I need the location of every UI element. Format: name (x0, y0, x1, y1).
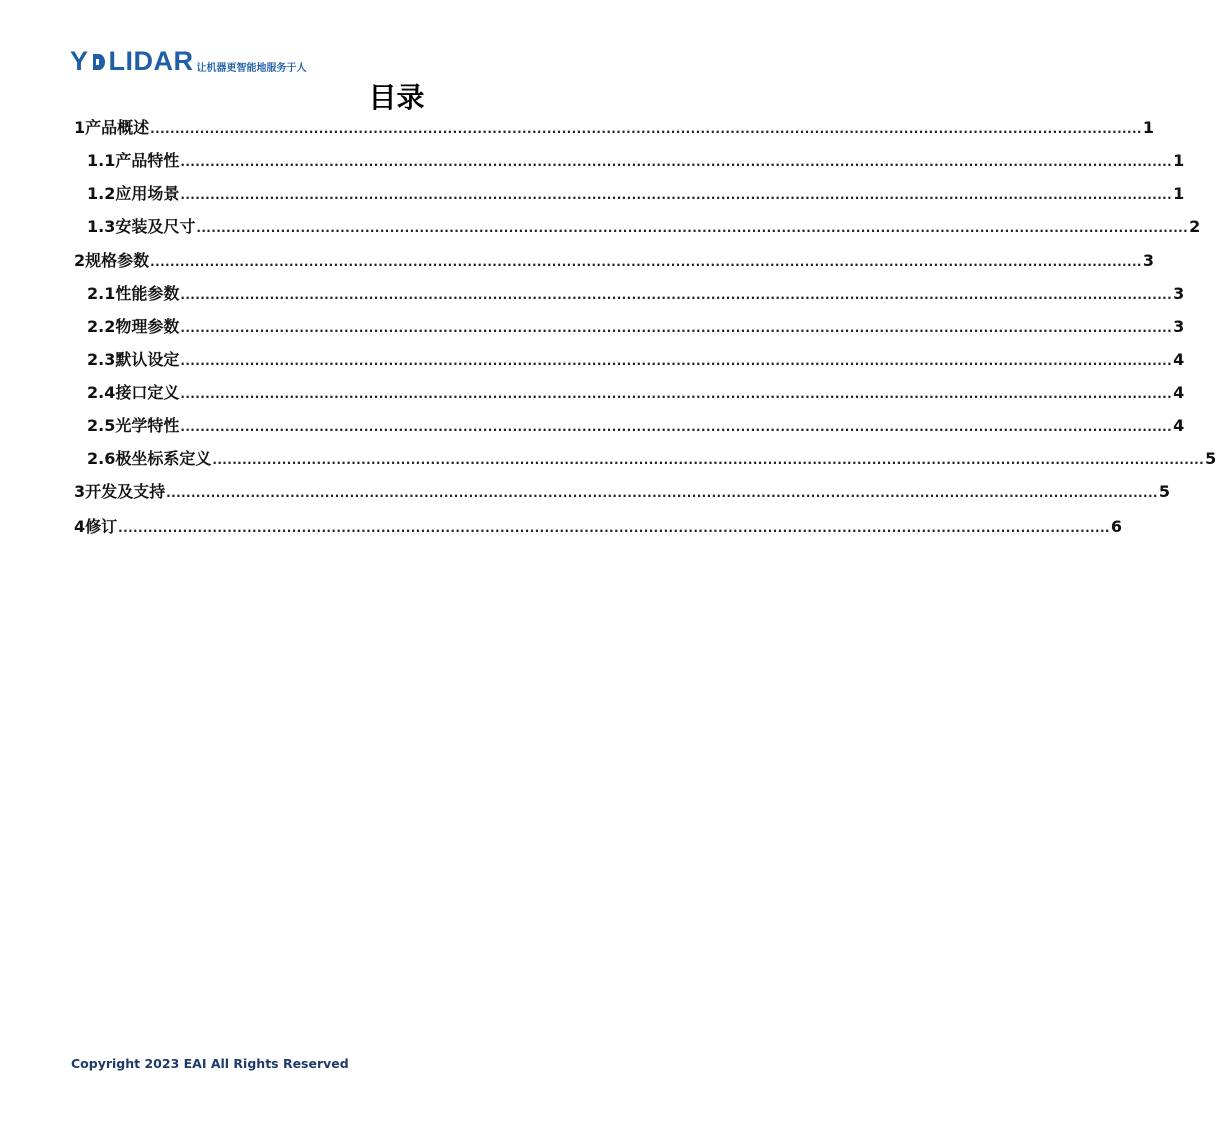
logo-o-icon (91, 52, 107, 72)
toc-entry[interactable] (74, 117, 1155, 139)
toc-entry-label: 应用场景 (115, 184, 180, 203)
toc-entry[interactable] (87, 448, 1216, 470)
toc-entry[interactable] (87, 150, 1185, 172)
toc-entry[interactable] (74, 516, 1123, 538)
toc-entry-label: 安装及尺寸 (115, 217, 196, 236)
toc-leader-dots: ........................................................................................................................................................................................................ (150, 122, 1142, 136)
company-logo (70, 46, 307, 76)
toc-entry-label: 规格参数 (85, 251, 150, 270)
toc-entry[interactable] (87, 415, 1185, 437)
toc-entry-page: 1 (1173, 184, 1185, 203)
toc-entry-number: 2 (74, 251, 86, 270)
toc-entry-number: 2.1 (87, 284, 116, 303)
toc-entry-page: 5 (1158, 482, 1171, 501)
toc-entry-number: 4 (74, 517, 86, 536)
toc-entry[interactable] (87, 316, 1185, 338)
toc-entry-number: 2.6 (87, 449, 116, 468)
logo-letters-lidar: LIDAR (108, 46, 194, 76)
toc-entry-label: 性能参数 (115, 284, 180, 303)
toc-entry-page: 6 (1110, 517, 1123, 536)
toc-title: 目录 (368, 81, 425, 114)
toc-entry[interactable] (87, 349, 1185, 371)
toc-entry-page: 4 (1173, 350, 1185, 369)
toc-entry-label: 接口定义 (115, 383, 180, 402)
toc-leader-dots: ........................................................................................................................................................................................................ (180, 420, 1173, 434)
toc-leader-dots: ........................................................................................................................................................................................................ (180, 387, 1173, 401)
toc-entry-label: 修订 (85, 517, 118, 536)
toc-leader-dots: ........................................................................................................................................................................................................ (180, 321, 1173, 335)
toc-entry-label: 物理参数 (115, 317, 180, 336)
toc-entry-page: 1 (1142, 118, 1155, 137)
toc-entry[interactable] (87, 183, 1185, 205)
toc-entry-page: 3 (1173, 317, 1185, 336)
toc-entry-number: 1.1 (87, 151, 116, 170)
toc-entry-page: 5 (1205, 449, 1216, 468)
toc-entry-number: 2.5 (87, 416, 116, 435)
toc-entry-number: 1.3 (87, 217, 116, 236)
toc-leader-dots: ........................................................................................................................................................................................................ (180, 155, 1173, 169)
toc-leader-dots: ........................................................................................................................................................................................................ (118, 521, 1110, 535)
logo-slogan: 让机器更智能地服务于人 (196, 62, 307, 74)
toc-entry-label: 产品概述 (85, 118, 150, 137)
toc-entry-page: 4 (1173, 383, 1185, 402)
toc-entry-label: 产品特性 (115, 151, 180, 170)
toc-entry-number: 3 (74, 482, 86, 501)
toc-entry-page: 4 (1173, 416, 1185, 435)
toc-leader-dots: ........................................................................................................................................................................................................ (212, 453, 1205, 467)
logo-mark (70, 46, 194, 76)
toc-entry-number: 1 (74, 118, 86, 137)
toc-entry[interactable] (74, 250, 1155, 272)
toc-entry-number: 2.3 (87, 350, 116, 369)
toc-entry-label: 默认设定 (115, 350, 180, 369)
toc-entry-label: 光学特性 (115, 416, 180, 435)
toc-leader-dots: ........................................................................................................................................................................................................ (180, 354, 1173, 368)
toc-entry-number: 1.2 (87, 184, 116, 203)
toc-entry-page: 2 (1189, 217, 1201, 236)
toc-leader-dots: ........................................................................................................................................................................................................ (196, 221, 1189, 235)
toc-leader-dots: ........................................................................................................................................................................................................ (166, 486, 1158, 500)
toc-entry-label: 开发及支持 (85, 482, 166, 501)
toc-entry[interactable] (87, 216, 1201, 238)
toc-leader-dots: ........................................................................................................................................................................................................ (180, 288, 1173, 302)
toc-entry-label: 极坐标系定义 (115, 449, 212, 468)
toc-entry-page: 3 (1173, 284, 1185, 303)
toc-leader-dots: ........................................................................................................................................................................................................ (180, 188, 1173, 202)
toc-entry-page: 1 (1173, 151, 1185, 170)
toc-entry-number: 2.4 (87, 383, 116, 402)
toc-leader-dots: ........................................................................................................................................................................................................ (150, 255, 1142, 269)
toc-entry[interactable] (74, 481, 1171, 503)
toc-entry[interactable] (87, 283, 1185, 305)
footer-copyright: Copyright 2023 EAI All Rights Reserved (71, 1056, 349, 1071)
toc-entry[interactable] (87, 382, 1185, 404)
toc-entry-page: 3 (1142, 251, 1155, 270)
logo-letter-y: Y (70, 46, 89, 76)
toc-entry-number: 2.2 (87, 317, 116, 336)
